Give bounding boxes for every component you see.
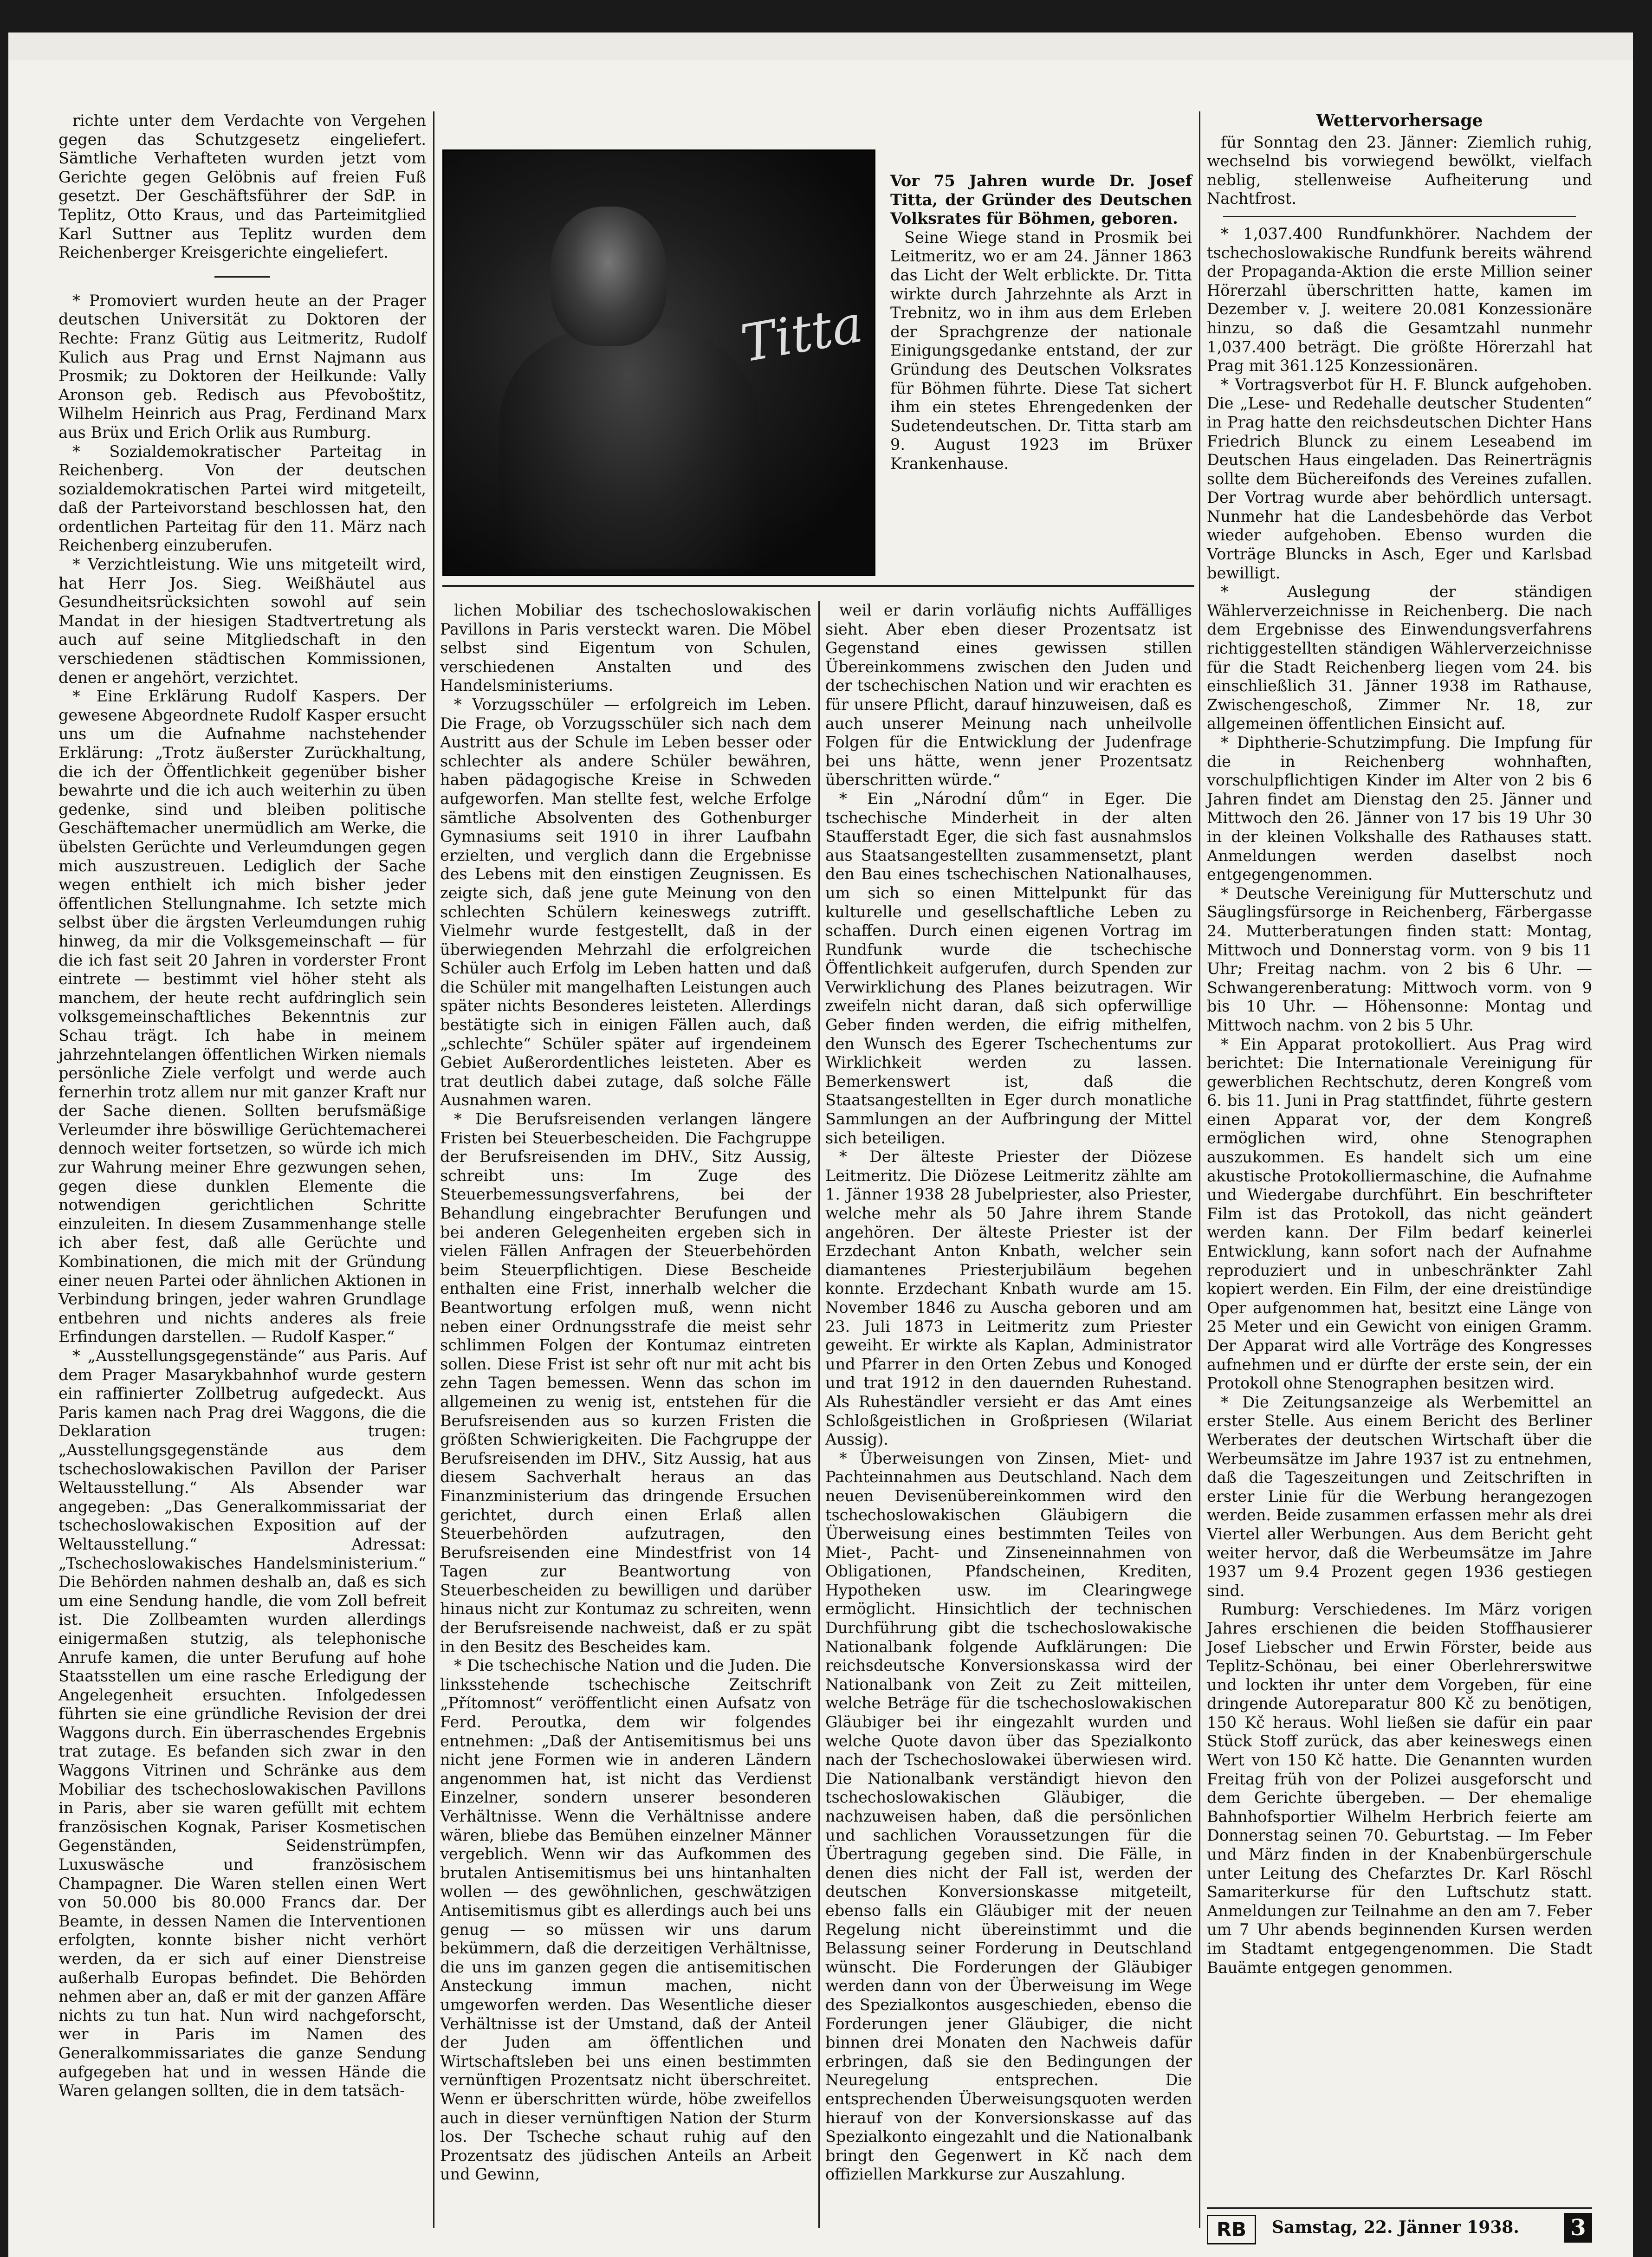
article-ausstellungsgegenstaende: * „Ausstellungsgegenstände“ aus Paris. Auf dem Prager Masarykbahnhof wurde gestern ein raffinierter Zollbetrug aufgedeckt. Aus Paris kamen nach Prag drei Waggons, die die Deklaration trugen: „Ausstellungsgegenstände aus dem tschechoslowakischen Pavillon der Pariser Weltausstellung.“ Als Absender war angegeben: „Das Generalkommissariat der tschechoslowakischen Exposition auf der Weltausstellung.“ Adressat: „Tschechoslowakisches Handelsministerium.“ Die Behörden nahmen deshalb an, daß es sich um eine Sendung handle, die vom Zoll befreit ist. Die Zollbeamten wurden allerdings einigermaßen stutzig, als telephonische Anrufe kamen, die unter Berufung auf hohe Staatsstellen um eine rasche Erledigung der Angelegenheit ersuchten. Infolgedessen führten sie eine gründliche Revision der drei Waggons durch. Ein überraschendes Ergebnis trat zutage. Es befanden sich zwar in den Waggons Vitrinen und Schränke aus dem Mobiliar des tschechoslowakischen Pavillons in Paris, aber sie waren gefüllt mit echtem französischen Kognak, Pariser Kosmetischen Gegenständen, Seidenstrümpfen, Luxuswäsche und französischem Champagner. Die Waren stellen einen Wert von 50.000 bis 80.000 Francs dar. Der Beamte, in dessen Namen die Interventionen erfolgten, konnte bisher nicht verhört werden, da er sich auf einer Dienstreise außerhalb Europas befindet. Die Behörden nehmen aber an, daß er mit der ganzen Affäre nichts zu tun hat. Nun wird nachgeforscht, wer in Paris im Namen des Generalkommissariates die ganze Sendung aufgegeben hat und in wessen Hände die Waren gelangen sollten, die in dem tatsäch- xyxy=(58,1347,426,2100)
newspaper-logo: RB xyxy=(1207,2215,1256,2244)
page-footer xyxy=(1207,2207,1592,2243)
article-promoviert: * Promoviert wurden heute an der Prager deutschen Universität zu Doktoren der Rechte: Franz Gütig aus Leitmeritz, Rudolf Kulich aus Prag und Ernst Najmann aus Prosmik; zu Doktoren der Heilkunde: Vally Aronson geb. Redisch aus Pfevoboštitz, Wilhelm Heinrich aus Prag, Ferdinand Marx aus Brüx und Erich Orlik aus Rumburg. xyxy=(58,291,426,441)
article-rumburg: Rumburg: Verschiedenes. Im März vorigen Jahres erschienen die beiden Stoffhausierer Josef Liebscher und Erwin Förster, beide aus Teplitz-Schönau, bei einer Oberlehrerswitwe und lockten ihr unter dem Vorgeben, für eine dringende Autoreparatur 800 Kč zu benötigen, 150 Kč heraus. Wohl ließen sie dafür ein paar Stück Stoff zurück, das aber keineswegs einen Wert von 150 Kč hatte. Die Genannten wurden Freitag früh von der Polizei ausgeforscht und dem Gerichte übergeben. — Der ehemalige Bahnhofsportier Wilhelm Herbrich feierte am Donnerstag seinen 70. Geburtstag. — Im Feber und März finden in der Knabenbürgerschule unter Leitung des Chefarztes Dr. Karl Röschl Samariterkurse für den Luftschutz statt. Anmeldungen zur Teilnahme an den am 7. Feber um 7 Uhr abends beginnenden Kursen werden im Stadtamt entgegengenommen. Die Stadt Bauämte entgegen genommen. xyxy=(1207,1600,1592,1977)
article-apparat: * Ein Apparat protokolliert. Aus Prag wird berichtet: Die Internationale Vereinigung für gewerblichen Rechtschutz, deren Kongreß vom 6. bis 11. Juni in Prag stattfindet, führte gestern einen Apparat vor, der dem Kongreß ermöglichen wird, ohne Stenographen auszukommen. Es handelt sich um eine akustische Protokolliermaschine, die Aufnahme und Wiedergabe durchführt. Ein beschrifteter Film ist das Protokoll, das nicht geändert werden kann. Der Film bedarf keinerlei Entwicklung, kann sofort nach der Aufnahme reproduziert und in unbeschränkter Zahl kopiert werden. Ein Film, der eine dreistündige Oper aufgenommen hat, besitzt eine Länge von 25 Meter und ein Gewicht von einigen Gramm. Der Apparat wird alle Vorträge des Kongresses aufnehmen und er dürfte der erste sein, der ein Protokoll ohne Stenographen besitzen wird. xyxy=(1207,1035,1592,1393)
portrait-photo xyxy=(442,149,875,576)
titta-article xyxy=(890,172,1192,590)
article-ueberweisungen: * Überweisungen von Zinsen, Miet- und Pachteinnahmen aus Deutschland. Nach dem neuen Devisenübereinkommen wird den tschechoslowakischen Gläubigern die Überweisung eines bestimmten Teiles von Miet-, Pacht- und Zinseneinnahmen von Obligationen, Pfandscheinen, Krediten, Hypotheken usw. im Clearingwege ermöglicht. Hinsichtlich der technischen Durchführung gibt die tschechoslowakische Nationalbank folgende Aufklärungen: Die reichsdeutsche Konversionskassa wird der Nationalbank von Zeit zu Zeit mitteilen, welche Beträge für die tschechoslowakischen Gläubiger bei ihr eingezahlt wurden und welche Quote davon über das Spezialkonto nach der Tschechoslowakei überwiesen wird. Die Nationalbank verständigt hievon den tschechoslowakischen Gläubiger, die nachzuweisen haben, daß die persönlichen und sachlichen Voraussetzungen für die Übertragung gegeben sind. Die Fälle, in denen dies nicht der Fall ist, werden der deutschen Konversionskasse mitgeteilt, ebenso falls ein Gläubiger mit der neuen Regelung nicht übereinstimmt und die Belassung seiner Forderung in Deutschland wünscht. Die Forderungen der Gläubiger werden dann von der Überweisung im Wege des Spezialkontos ausgeschieden, ebenso die Forderungen jener Gläubiger, die nicht binnen drei Monaten den Nachweis dafür erbringen, daß sie den Bedingungen der Neuregelung entsprechen. Die entsprechenden Überweisungsquoten werden hierauf von der Konversionskasse auf das Spezialkonto eingezahlt und die Nationalbank bringt den Gegenwert in Kč nach dem offiziellen Markkurse zur Auszahlung. xyxy=(825,1449,1192,2184)
titta-body: Seine Wiege stand in Prosmik bei Leitmeritz, wo er am 24. Jänner 1863 das Licht der Welt erblickte. Dr. Titta wirkte durch Jahrzehnte als Arzt in Trebnitz, wo in ihm aus dem Erleben der Sprachgrenze der nationale Einigungsgedanke entstand, der zur Gründung des Deutschen Volksrates für Böhmen führte. Diese Tat sichert ihm ein stetes Ehrengedenken der Sudetendeutschen. Dr. Titta starb am 9. August 1923 im Brüxer Krankenhause. xyxy=(890,228,1192,473)
article-nation-juden: * Die tschechische Nation und die Juden. Die linksstehende tschechische Zeitschrift „Přítomnost“ veröffentlicht einen Aufsatz von Ferd. Peroutka, dem wir folgendes entnehmen: „Daß der Antisemitismus bei uns nicht jene Formen wie in anderen Ländern angenommen hat, ist nicht das Verdienst Einzelner, sondern unserer besonderen Verhältnisse. Wenn die Verhältnisse andere wären, bliebe das Bemühen einzelner Männer vergeblich. Wenn wir das Aufkommen des brutalen Antisemitismus bei uns hintanhalten wollen — des gewöhnlichen, geschwätzigen Antisemitismus gibt es allerdings auch bei uns genug — so müssen wir uns darum bekümmern, daß die derzeitigen Verhältnisse, die uns im ganzen gegen die antisemitischen Ansteckung immun machen, nicht umgeworfen werden. Das Wesentliche dieser Verhältnisse ist der Umstand, daß der Anteil der Juden am öffentlichen und Wirtschaftsleben bei uns einen bestimmten vernünftigen Prozentsatz nicht überschreitet. Wenn er überschritten würde, höbe zweifellos auch in dieser vernünftigen Nation der Sturm los. Der Tscheche schaut ruhig auf den Prozentsatz des jüdischen Anteils an Arbeit und Gewinn, xyxy=(440,1656,811,2184)
column-4 xyxy=(1207,111,1592,1977)
article-rundfunkhoerer: * 1,037.400 Rundfunkhörer. Nachdem der tschechoslowakische Rundfunk bereits während der Propaganda-Aktion die erste Million seiner Hörerzahl überschritten hatte, kamen im Dezember v. J. weitere 20.081 Konzessionäre hinzu, so daß die Gesamtzahl nunmehr 1,037.400 beträgt. Die größte Hörerzahl hat Prag mit 361.125 Konzessionären. xyxy=(1207,224,1592,375)
weather-title: Wettervorhersage xyxy=(1316,111,1483,130)
article-zeitungsanzeige: * Die Zeitungsanzeige als Werbemittel an erster Stelle. Aus einem Bericht des Berliner Werberates der deutschen Wirtschaft über die Werbeumsätze im Jahre 1937 ist zu entnehmen, daß die Tageszeitungen und Zeitschriften in erster Linie für die Werbung herangezogen werden. Beide zusammen erfassen mehr als drei Viertel aller Werbungen. Aus dem Bericht geht weiter hervor, daß die Werbeumsätze im Jahre 1937 um 9.4 Prozent gegen 1936 gestiegen sind. xyxy=(1207,1393,1592,1600)
titta-caption: Vor 75 Jahren wurde Dr. Josef Titta, der Gründer des Deutschen Volksrates für Böhmen, geboren. xyxy=(890,172,1192,228)
column-rule xyxy=(818,601,820,2228)
photo-rule xyxy=(442,585,1194,587)
column-rule xyxy=(1199,111,1200,2228)
newspaper-page xyxy=(8,32,1633,2257)
article-mobiliar-continued: lichen Mobiliar des tschechoslowakischen Pavillons in Paris versteckt waren. Die Möbel selbst sind Eigentum von Schulen, verschiedenen Anstalten und des Handelsministeriums. xyxy=(440,601,811,695)
article-waehlerverzeichnisse: * Auslegung der ständigen Wählerverzeichnisse in Reichenberg. Die nach dem Ergebnisse des Einwendungsverfahrens richtiggestellten ständigen Wählerverzeichnisse für die Stadt Reichenberg liegen vom 24. bis einschließlich 31. Jänner 1938 im Rathause, Zwischengeschoß, Zimmer Nr. 18, zur allgemeinen öffentlichen Einsicht auf. xyxy=(1207,583,1592,733)
article-verzichtleistung: * Verzichtleistung. Wie uns mitgeteilt wird, hat Herr Jos. Sieg. Weißhäutel aus Gesundheitsrücksichten sowohl auf sein Mandat in der hiesigen Stadtvertretung als auch auf seine Mitgliedschaft in den verschiedenen städtischen Kommissionen, denen er angehört, verzichtet. xyxy=(58,555,426,687)
article-blunck: * Vortragsverbot für H. F. Blunck aufgehoben. Die „Lese- und Redehalle deutscher Studenten“ in Prag hatte den reichsdeutschen Dichter Hans Friedrich Blunck zu einem Leseabend im Deutschen Haus eingeladen. Das Reinerträgnis sollte dem Büchereifonds des Vereines zufallen. Der Vortrag wurde aber behördlich untersagt. Nunmehr hat die Landesbehörde das Verbot wieder aufgehoben. Ebenso wurden die Vorträge Bluncks in Asch, Eger und Karlsbad bewilligt. xyxy=(1207,375,1592,582)
article-divider xyxy=(214,276,270,278)
article-narodni-dum: * Ein „Národní dům“ in Eger. Die tschechische Minderheit in der alten Staufferstadt Eger, die sich fast ausnahmslos aus Staatsangestellten zusammensetzt, plant den Bau eines tschechischen Nationalhauses, um sich so einen Mittelpunkt für das kulturelle und gesellschaftliche Leben zu schaffen. Durch einen eigenen Vortrag im Rundfunk wurde die tschechische Öffentlichkeit aufgerufen, durch Spenden zur Verwirklichung des Planes beizutragen. Wir zweifeln nicht daran, daß sich opferwillige Geber finden werden, die eifrig mithelfen, den Wunsch des Egerer Tschechentums zur Wirklichkeit werden zu lassen. Bemerkenswert ist, daß die Staatsangestellten in Eger durch monatliche Sammlungen an der Aufbringung der Mittel sich beteiligen. xyxy=(825,789,1192,1147)
portrait-body-shape xyxy=(499,327,759,569)
article-berufsreisende: * Die Berufsreisenden verlangen längere Fristen bei Steuerbescheiden. Die Fachgruppe der Berufsreisenden im DHV., Sitz Aussig, schreibt uns: Im Zuge des Steuerbemessungsverfahrens, bei der Behandlung eingebrachter Berufungen und bei anderen Gelegenheiten ergeben sich in vielen Fällen Anfragen der Steuerbehörden beim Steuerpflichtigen. Diese Bescheide enthalten eine Frist, innerhalb welcher die Beantwortung erfolgen muß, wenn nicht neben einer Ordnungsstrafe die meist sehr schlimmen Folgen der Kontumaz eintreten sollen. Diese Frist ist sehr oft nur mit acht bis zehn Tagen bemessen. Wenn das schon im allgemeinen zu wenig ist, entstehen für die Berufsreisenden aus so kurzen Fristen die größten Schwierigkeiten. Die Fachgruppe der Berufsreisenden im DHV., Sitz Aussig, hat aus diesem Sachverhalt heraus an das Finanzministerium das dringende Ersuchen gerichtet, durch einen Erlaß allen Steuerbehörden aufzutragen, den Berufsreisenden eine Mindestfrist von 14 Tagen zur Beantwortung von Steuerbescheiden zu bewilligen und darüber hinaus nicht zur Kontumaz zu schreiten, wenn der Berufsreisende nachweist, daß er zu spät in den Besitz des Bescheides kam. xyxy=(440,1110,811,1656)
column-2 xyxy=(440,601,811,2228)
article-diphtherie: * Diphtherie-Schutzimpfung. Die Impfung für die in Reichenberg wohnhaften, vorschulpflichtigen Kinder im Alter von 2 bis 6 Jahren findet am Dienstag den 25. Jänner und Mittwoch den 26. Jänner von 17 bis 19 Uhr 30 in der kleinen Volkshalle des Rathauses statt. Anmeldungen werden daselbst noch entgegengenommen. xyxy=(1207,733,1592,884)
page-top-margin xyxy=(8,32,1633,60)
column-1 xyxy=(58,111,426,2228)
portrait-face-shape xyxy=(551,207,667,346)
article-vorzugsschueler: * Vorzugsschüler — erfolgreich im Leben. Die Frage, ob Vorzugsschüler sich nach dem Austritt aus der Schule im Leben besser oder schlechter als andere Schüler bewähren, haben pädagogische Kreise in Schweden aufgeworfen. Man stellte fest, welche Erfolge sämtliche Absolventen des Gothenburger Gymnasiums seit 1910 in ihrer Laufbahn erzielten, und verglich dann die Ergebnisse des Lebens mit den einstigen Zeugnissen. Es zeigte sich, daß jene gute Meinung von den schlechten Schülern keineswegs zutrifft. Vielmehr wurde festgestellt, daß in der überwiegenden Mehrzahl die erfolgreichen Schüler auch Erfolg im Leben hatten und daß die Schüler mit mangelhaften Leistungen auch später nichts Besonderes leisteten. Allerdings bestätigte sich in einigen Fällen auch, daß „schlechte“ Schüler später auf irgendeinem Gebiet Außerordentliches leisteten. Aber es trat deutlich dabei zutage, daß solche Fälle Ausnahmen waren. xyxy=(440,695,811,1109)
column-rule xyxy=(433,111,434,2228)
article-mutterschutz: * Deutsche Vereinigung für Mutterschutz und Säuglingsfürsorge in Reichenberg, Färbergasse 24. Mutterberatungen finden statt: Montag, Mittwoch und Donnerstag vorm. von 9 bis 11 Uhr; Freitag nachm. von 2 bis 6 Uhr. — Schwangerenberatung: Mittwoch vorm. von 9 bis 10 Uhr. — Höhensonne: Montag und Mittwoch nachm. von 2 bis 5 Uhr. xyxy=(1207,884,1592,1034)
article-aeltester-priester: * Der älteste Priester der Diözese Leitmeritz. Die Diözese Leitmeritz zählte am 1. Jänner 1938 28 Jubelpriester, also Priester, welche mehr als 50 Jahre ihrem Stande angehören. Der älteste Priester ist der Erzdechant Anton Knbath, welcher sein diamantenes Priesterjubiläum begehen konnte. Erzdechant Knbath wurde am 15. November 1846 zu Auscha geboren und am 23. Juli 1873 in Leitmeritz zum Priester geweiht. Er wirkte als Kaplan, Administrator und Pfarrer in den Orten Zebus und Konoged und trat 1912 in den dauernden Ruhestand. Als Ruheständler versieht er das Amt eines Schloßgeistlichen in Großpriesen (Wilariat Aussig). xyxy=(825,1148,1192,1449)
footer-dateline: Samstag, 22. Jänner 1938. xyxy=(1272,2218,1519,2237)
article-divider xyxy=(1223,216,1576,217)
column-3 xyxy=(825,601,1192,2228)
page-number: 3 xyxy=(1564,2213,1592,2243)
article-arrests-continued: richte unter dem Verdachte von Vergehen gegen das Schutzgesetz eingeliefert. Sämtliche Verhafteten wurden jetzt vom Gerichte gegen Gelöbnis auf freien Fuß gesetzt. Der Geschäftsführer der SdP. in Teplitz, Otto Kraus, und das Parteimitglied Karl Suttner aus Teplitz wurden dem Reichenberger Kreisgerichte eingeliefert. xyxy=(58,111,426,262)
article-parteitag: * Sozialdemokratischer Parteitag in Reichenberg. Von der deutschen sozialdemokratischen Partei wird mitgeteilt, daß der Parteivorstand beschlossen hat, den ordentlichen Parteitag für den 11. März nach Reichenberg einzuberufen. xyxy=(58,442,426,555)
article-kasper-erklaerung: * Eine Erklärung Rudolf Kaspers. Der gewesene Abgeordnete Rudolf Kasper ersucht uns um die Aufnahme nachstehender Erklärung: „Trotz äußerster Zurückhaltung, die ich der Öffentlichkeit gegenüber bisher bewahrte und die ich auch weiterhin zu üben gedenke, sind und bleiben politische Geschäftemacher unermüdlich am Werke, die übelsten Gerüchte und Verleumdungen gegen mich auszustreuen. Lediglich der Sache wegen enthielt ich mich bisher jeder öffentlichen Stellungnahme. Ich setzte mich selbst über die ärgsten Verleumdungen ruhig hinweg, da mir die Volksgemeinschaft — für die ich fast seit 20 Jahren in vorderster Front eintrete — bestimmt viel höher steht als manchem, der heute recht aufdringlich sein volksgemeinschaftliches Bekenntnis zur Schau trägt. Ich habe in meinem jahrzehntelangen öffentlichen Wirken niemals persönliche Ziele verfolgt und werde auch fernerhin trotz allem nur mit ganzer Kraft nur der Sache dienen. Sollten berufsmäßige Verleumder ihre böswillige Gerüchtemacherei dennoch weiter fortsetzen, so würde ich mich zur Wahrung meiner Ehre gezwungen sehen, gegen diese dunklen Elemente die notwendigen gerichtlichen Schritte einzuleiten. In diesem Zusammenhange stelle ich aber fest, daß alle Gerüchte und Kombinationen, die mich mit der Gründung einer neuen Partei oder ähnlichen Aktionen in Verbindung bringen, jeder wahren Grundlage entbehren und nichts anderes als freie Erfindungen darstellen. — Rudolf Kasper.“ xyxy=(58,687,426,1346)
weather-text: für Sonntag den 23. Jänner: Ziemlich ruhig, wechselnd bis vorwiegend bewölkt, vielfach neblig, stellenweise Aufheiterung und Nachtfrost. xyxy=(1207,133,1592,208)
article-juden-continued: weil er darin vorläufig nichts Auffälliges sieht. Aber eben dieser Prozentsatz ist Gegenstand eines gewissen stillen Übereinkommens zwischen den Juden und der tschechischen Nation und wir erachten es für unsere Pflicht, darauf hinzuweisen, daß es auch unserer Meinung nach unheilvolle Folgen für die Entwicklung der Judenfrage bei uns hätte, wenn jener Prozentsatz überschritten würde.“ xyxy=(825,601,1192,789)
portrait-signature: Titta xyxy=(736,294,867,374)
